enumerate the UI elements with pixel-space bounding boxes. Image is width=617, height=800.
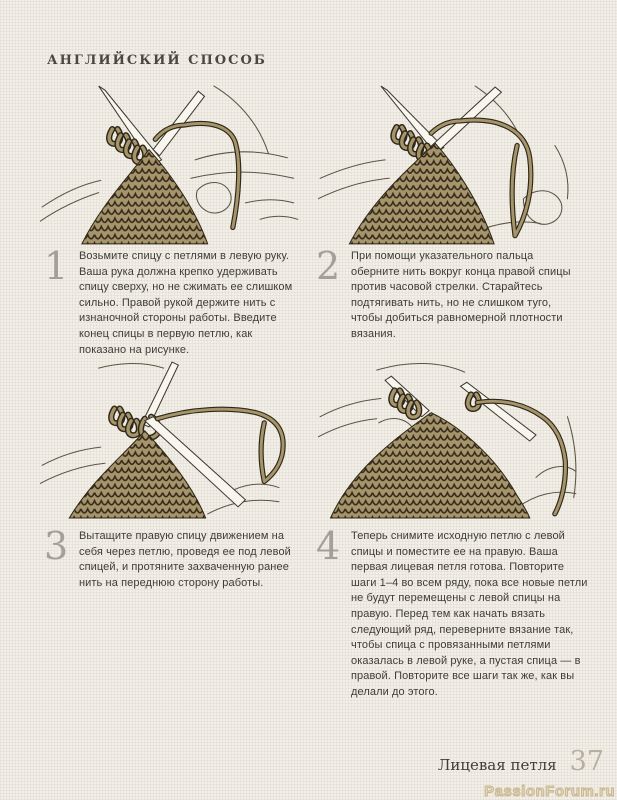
step-1-text: Возьмите спицу с петлями в левую руку. Ваша рука должна крепко удерживать спицу сверху, но не сжимать ее слишком сильно. Правой рукой держите нить с изнаночной стороны работы. Введите конец спицы в первую петлю, как показано на рисунке. [79,250,293,356]
knitted-swatch [331,413,530,518]
page-heading: АНГЛИЙСКИЙ СПОСОБ [47,53,267,68]
step-1-number: 1 [44,244,69,288]
knitting-drawing-1 [40,84,302,248]
knitted-swatch [82,150,208,244]
illustration-step-2 [318,84,580,248]
illustration-step-3 [40,360,302,522]
step-4 [316,524,588,701]
footer-section-title: Лицевая петля [437,756,557,774]
knitted-swatch [349,143,494,243]
step-2 [316,244,582,343]
step-2-number: 2 [316,244,341,288]
step-4-text: Теперь снимите исходную петлю с левой спицы и поместите ее на правую. Ваша первая лицевая петля готова. Повторите шаги 1–4 во всем ряду, пока все новые петли не будут перемещены с левой спицы на правую. Перед тем как начать вязать следующий ряд, переверните вязание так, чтобы спица с провязанными петлями оказалась в левой руке, а пустая спица — в правой. Повторите все шаги так же, как вы делали до этого. [351,530,588,698]
step-1 [44,244,302,358]
knitting-drawing-3 [40,360,302,522]
step-3-text: Вытащите правую спицу движением на себя через петлю, проведя ее под левой спицей, и протяните захваченную ранее нить на переднюю сторону работы. [79,530,291,589]
step-3 [44,524,302,591]
step-2-text: При помощи указательного пальца оберните нить вокруг конца правой спицы против часовой стрелки. Старайтесь подтягивать нить, но не слишком туго, чтобы добиться равномерной плотности вязания. [351,250,571,340]
page-number: 37 [569,746,604,777]
knitting-drawing-2 [318,84,580,248]
illustration-step-4 [318,360,580,522]
step-3-number: 3 [44,524,69,568]
illustration-step-1 [40,84,302,248]
page-footer [438,746,604,777]
watermark: PassionForum.ru [484,783,615,800]
knitted-swatch [69,431,205,518]
knitting-drawing-4 [318,360,580,522]
step-4-number: 4 [316,524,341,568]
